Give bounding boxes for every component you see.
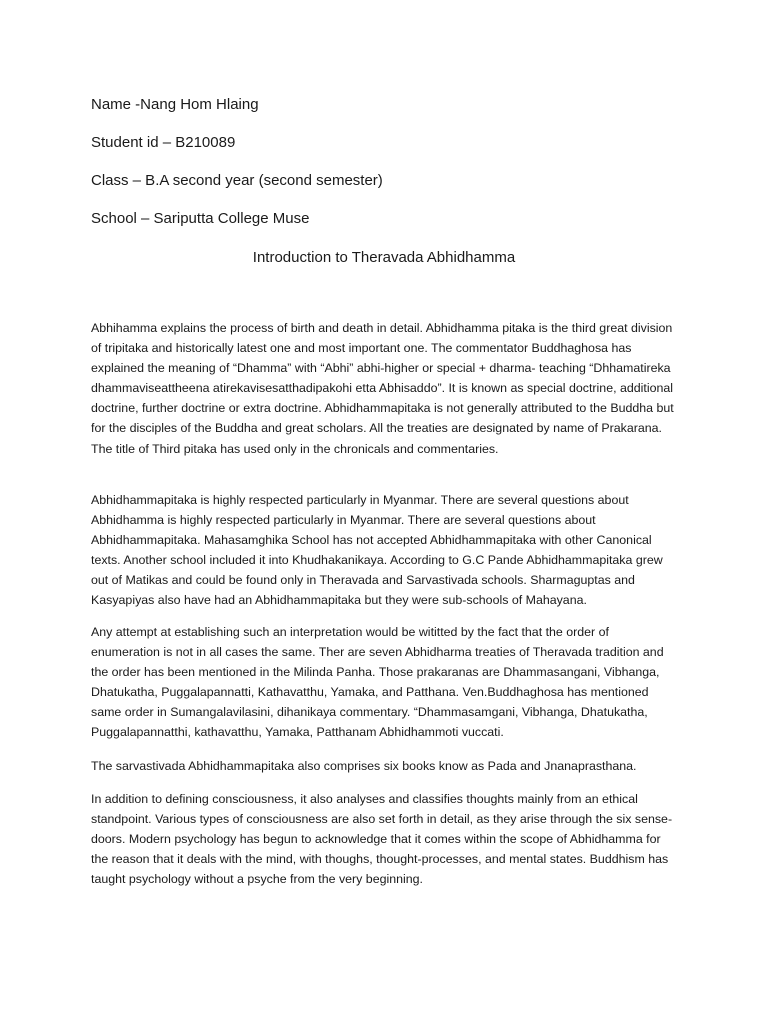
document-title: Introduction to Theravada Abhidhamma [252, 249, 516, 266]
student-name: Name -Nang Hom Hlaing [91, 96, 259, 113]
paragraph-5: In addition to defining consciousness, it also analyses and classifies thoughts mainly from an ethical standpoint. Various types of consciousness are also set forth in detail, as they arise through the six sense-doors. Modern psychology has begun to acknowledge that it comes within the scope of Abhidhamma for the reason that it deals with the mind, with thoughs, thought-processes, and mental states. Buddhism has taught psychology without a psyche from the very beginning. [91, 792, 673, 887]
student-class: Class – B.A second year (second semester) [91, 172, 383, 189]
student-id: Student id – B210089 [91, 134, 236, 151]
student-school: School – Sariputta College Muse [91, 210, 310, 227]
paragraph-4: The sarvastivada Abhidhammapitaka also comprises six books know as Pada and Jnanaprasthana. [91, 759, 637, 773]
paragraph-3: Any attempt at establishing such an interpretation would be wititted by the fact that the order of enumeration is not in all cases the same. Ther are seven Abhidharma treaties of Theravada tradition and the order has been mentioned in the Milinda Panha. Those prakaranas are Dhammasangani, Vibhanga, Dhatukatha, Puggalapannatti, Kathavatthu, Yamaka, and Patthana. Ven.Buddhaghosa has mentioned same order in Sumangalavilasini, dihanikaya commentary. “Dhammasamgani, Vibhanga, Dhatukatha, Puggalapannatthi, kathavatthu, Yamaka, Patthanam Abhidhammoti vuccati. [91, 625, 664, 740]
paragraph-1: Abhihamma explains the process of birth and death in detail. Abhidhamma pitaka is the third great division of tripitaka and historically latest one and most important one. The commentator Buddhaghosa has explained the meaning of “Dhamma” with “Abhi” abhi-higher or special + dharma- teaching “Dhhamatireka dhammaviseattheena atirekavisesatthadipakohi etta Abhisaddo”. It is known as special doctrine, additional doctrine, further doctrine or extra doctrine. Abhidhammapitaka is not generally attributed to the Buddha but for the disciples of the Buddha and great scholars. All the treaties are designated by name of Prakarana. The title of Third pitaka has used only in the chronicals and commentaries. [91, 321, 674, 456]
paragraph-2: Abhidhammapitaka is highly respected particularly in Myanmar. There are several questions about Abhidhamma is highly respected particularly in Myanmar. There are several questions about Abhidhammapitaka. Mahasamghika School has not accepted Abhidhammapitaka with other Canonical texts. Another school included it into Khudhakanikaya. According to G.C Pande Abhidhammapitaka grew out of Matikas and could be found only in Theravada and Sarvastivada schools. Sharmaguptas and Kasyapiyas also have had an Abhidhammapitaka but they were sub-schools of Mahayana. [91, 493, 663, 608]
